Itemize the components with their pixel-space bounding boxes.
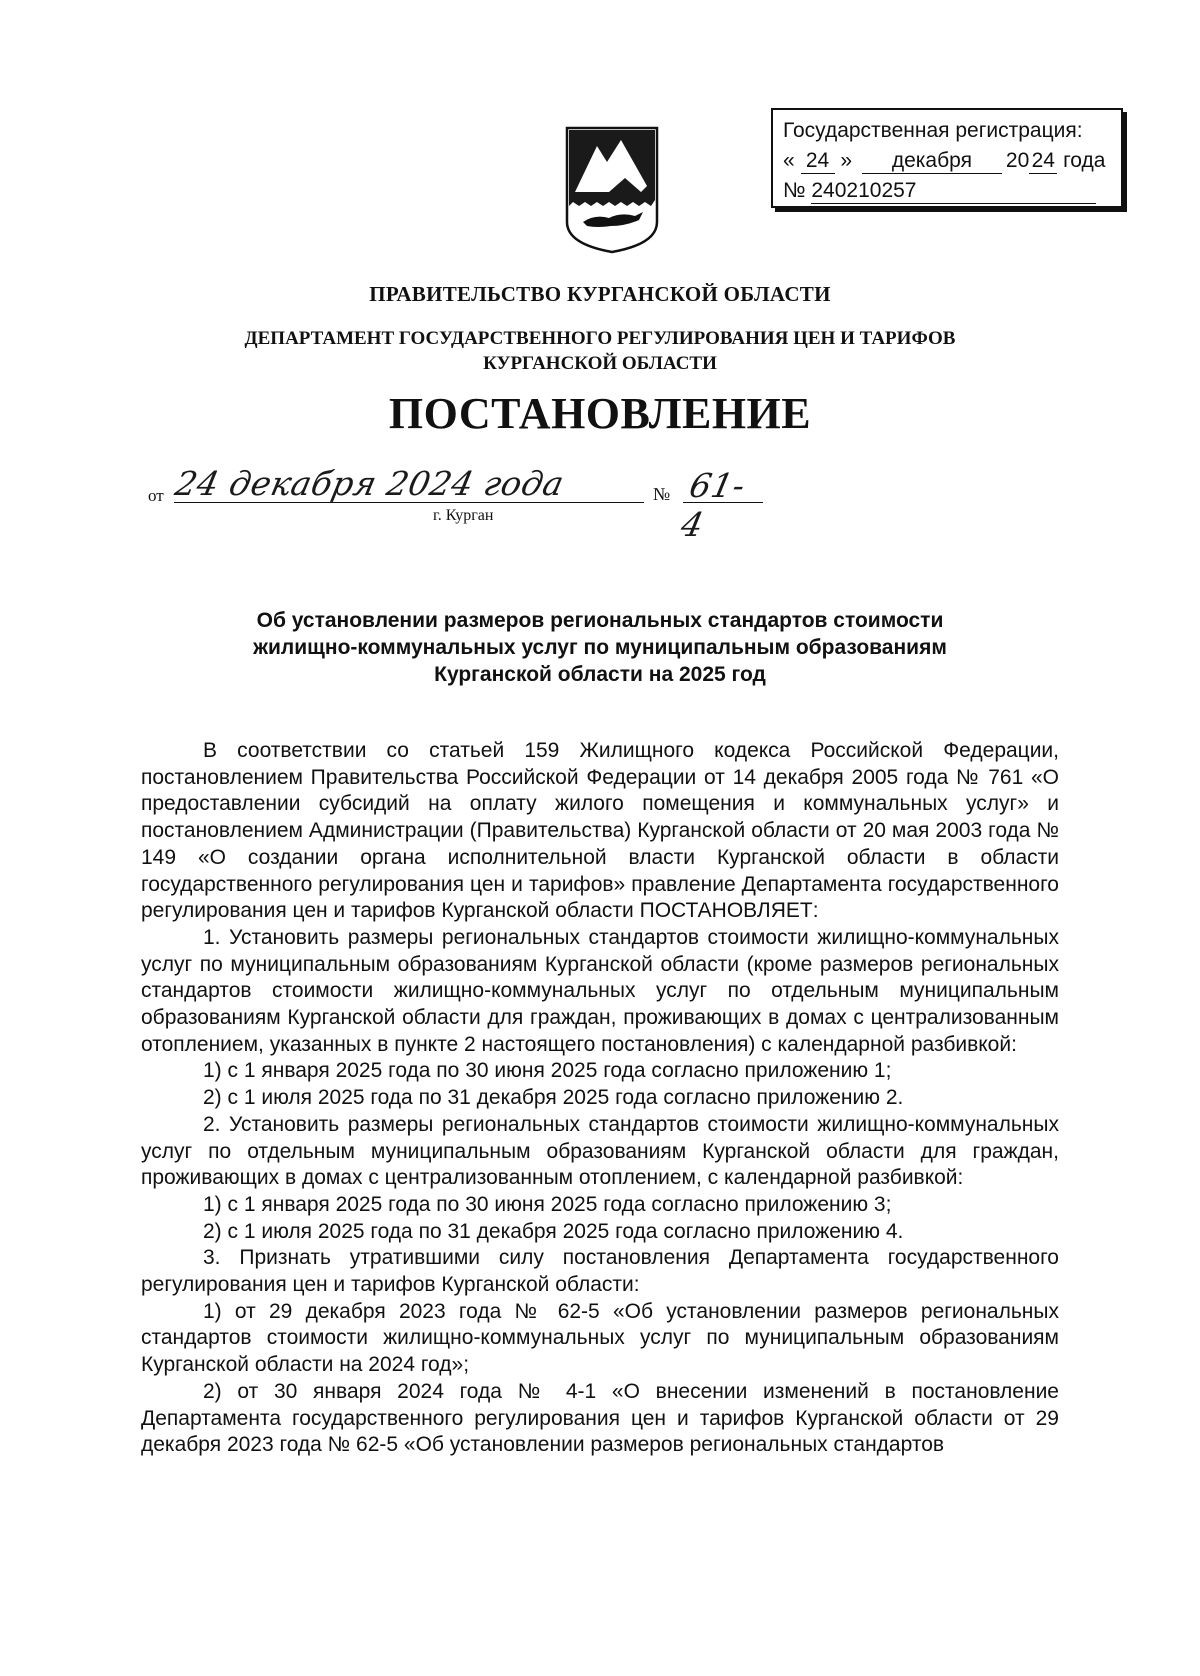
paragraph-1-item-1: 1) с 1 января 2025 года по 30 июня 2025 года согласно приложению 1; — [203, 1059, 892, 1083]
city-label: г. Курган — [433, 507, 494, 524]
handwritten-number: 61-4 — [677, 466, 749, 544]
registration-number-value: 240210257 — [811, 179, 1096, 204]
paragraph-3-item-1: 1) от 29 декабря 2023 года № 62-5 «Об установлении размеров региональных стандартов стоимости жилищно-коммунальных услуг по муниципальным образованиям Курганской области на 2024 год»; — [141, 1299, 1059, 1377]
number-sign: № — [653, 484, 671, 504]
document-subject: Об установлении размеров региональных стандартов стоимости жилищно-коммунальных услуг по муниципальным образованиям Курганской области на 2025 год — [253, 609, 947, 686]
date-underline — [174, 502, 644, 503]
registration-month: декабря — [862, 149, 1002, 174]
document-type-title: ПОСТАНОВЛЕНИЕ — [388, 389, 812, 438]
number-underline — [683, 502, 763, 503]
handwritten-date: 24 декабря 2024 года — [171, 464, 568, 503]
paragraph-3-item-2: 2) от 30 января 2024 года № 4-1 «О внесении изменений в постановление Департамента государственного регулирования цен и тарифов Курганской области от 29 декабря 2023 года № 62-5 «Об установлении размеров региональных стандартов — [141, 1379, 1059, 1457]
registration-day: 24 — [801, 149, 835, 174]
registration-date: « 24 » декабря 20 24 года — [783, 149, 1106, 172]
paragraph-3: 3. Признать утратившими силу постановления Департамента государственного регулирования цен и тарифов Курганской области: — [141, 1246, 1059, 1297]
document-body — [141, 738, 1059, 1459]
registration-stamp — [771, 108, 1123, 208]
date-prefix: от — [148, 486, 164, 505]
government-title: ПРАВИТЕЛЬСТВО КУРГАНСКОЙ ОБЛАСТИ — [369, 282, 831, 306]
registration-number: № 240210257 — [783, 176, 1121, 206]
paragraph-2-item-1: 1) с 1 января 2025 года по 30 июня 2025 года согласно приложению 3; — [203, 1192, 892, 1216]
paragraph-intro: В соответствии со статьей 159 Жилищного кодекса Российской Федерации, постановлением Правительства Российской Федерации от 14 декабря 2005 года № 761 «О предоставлении субсидий на оплату жилого помещения и коммунальных услуг» и постановлением Администрации (Правительства) Курганской области от 20 мая 2003 года № 149 «О создании органа исполнительной власти Курганской области в области государственного регулирования цен и тарифов» правление Департамента государственного регулирования цен и тарифов Курганской области ПОСТАНОВЛЯЕТ: — [141, 739, 1059, 923]
paragraph-2: 2. Установить размеры региональных стандартов стоимости жилищно-коммунальных услуг по отдельным муниципальным образованиям Курганской области для граждан, проживающих в домах с централизованным отоплением, с календарной разбивкой: — [141, 1112, 1059, 1190]
kurgan-coat-of-arms-icon — [565, 126, 659, 254]
registration-year: 24 — [1029, 149, 1057, 174]
paragraph-1-item-2: 2) с 1 июля 2025 года по 31 декабря 2025 года согласно приложению 2. — [203, 1086, 904, 1110]
date-number-line — [148, 464, 749, 544]
paragraph-1: 1. Установить размеры региональных стандартов стоимости жилищно-коммунальных услуг по муниципальным образованиям Курганской области (кроме размеров региональных стандартов стоимости жилищно-коммунальных услуг по отдельным муниципальным образованиям Курганской области для граждан, проживающих в домах с централизованным отоплением, указанных в пункте 2 настоящего постановления) с календарной разбивкой: — [141, 925, 1059, 1056]
department-title: ДЕПАРТАМЕНТ ГОСУДАРСТВЕННОГО РЕГУЛИРОВАНИЯ ЦЕН И ТАРИФОВ КУРГАНСКОЙ ОБЛАСТИ — [244, 328, 956, 374]
paragraph-2-item-2: 2) с 1 июля 2025 года по 31 декабря 2025 года согласно приложению 4. — [203, 1219, 904, 1243]
registration-title: Государственная регистрация: — [783, 119, 1083, 142]
